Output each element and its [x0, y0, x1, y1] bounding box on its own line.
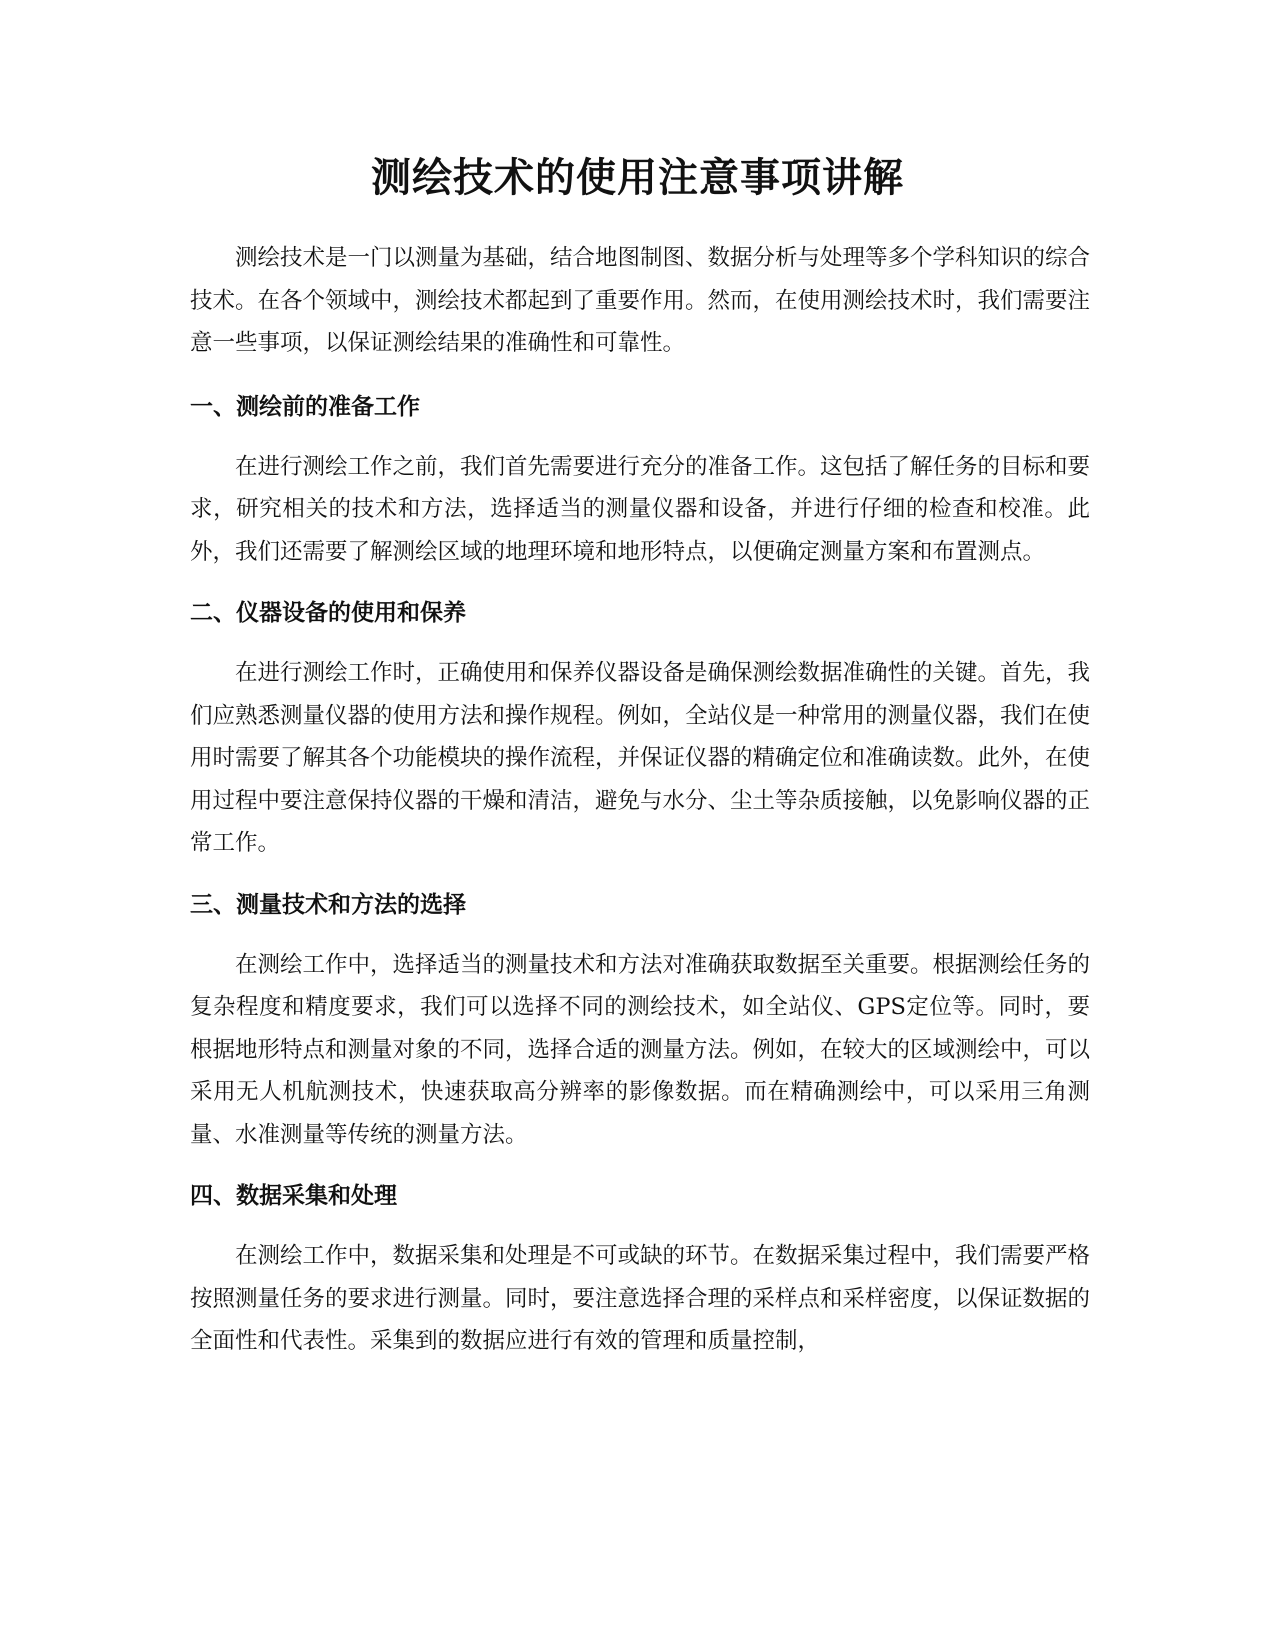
section-heading-1: 一、测绘前的准备工作: [190, 393, 420, 420]
document-body: [190, 237, 1090, 1363]
section-paragraph-4: 在测绘工作中，数据采集和处理是不可或缺的环节。在数据采集过程中，我们需要严格按照测量任务的要求进行测量。同时，要注意选择合理的采样点和采样密度，以保证数据的全面性和代表性。采集到的数据应进行有效的管理和质量控制，: [190, 1243, 1091, 1354]
section-heading-3: 三、测量技术和方法的选择: [190, 891, 466, 918]
section-heading-4: 四、数据采集和处理: [190, 1183, 397, 1209]
section-heading-2: 二、仪器设备的使用和保养: [190, 600, 466, 626]
intro-paragraph: 测绘技术是一门以测量为基础，结合地图制图、数据分析与处理等多个学科知识的综合技术。在各个领域中，测绘技术都起到了重要作用。然而，在使用测绘技术时，我们需要注意一些事项，以保证测绘结果的准确性和可靠性。: [190, 245, 1091, 356]
page-title: 测绘技术的使用注意事项讲解: [371, 155, 904, 201]
section-paragraph-3: 在测绘工作中，选择适当的测量技术和方法对准确获取数据至关重要。根据测绘任务的复杂程度和精度要求，我们可以选择不同的测绘技术，如全站仪、GPS定位等。同时，要根据地形特点和测量对象的不同，选择合适的测量方法。例如，在较大的区域测绘中，可以采用无人机航测技术，快速获取高分辨率的影像数据。而在精确测绘中，可以采用三角测量、水准测量等传统的测量方法。: [190, 951, 1091, 1148]
section-paragraph-1: 在进行测绘工作之前，我们首先需要进行充分的准备工作。这包括了解任务的目标和要求，研究相关的技术和方法，选择适当的测量仪器和设备，并进行仔细的检查和校准。此外，我们还需要了解测绘区域的地理环境和地形特点，以便确定测量方案和布置测点。: [190, 453, 1091, 565]
section-paragraph-2: 在进行测绘工作时，正确使用和保养仪器设备是确保测绘数据准确性的关键。首先，我们应熟悉测量仪器的使用方法和操作规程。例如，全站仪是一种常用的测量仪器，我们在使用时需要了解其各个功能模块的操作流程，并保证仪器的精确定位和准确读数。此外，在使用过程中要注意保持仪器的干燥和清洁，避免与水分、尘土等杂质接触，以免影响仪器的正常工作。: [190, 660, 1091, 856]
